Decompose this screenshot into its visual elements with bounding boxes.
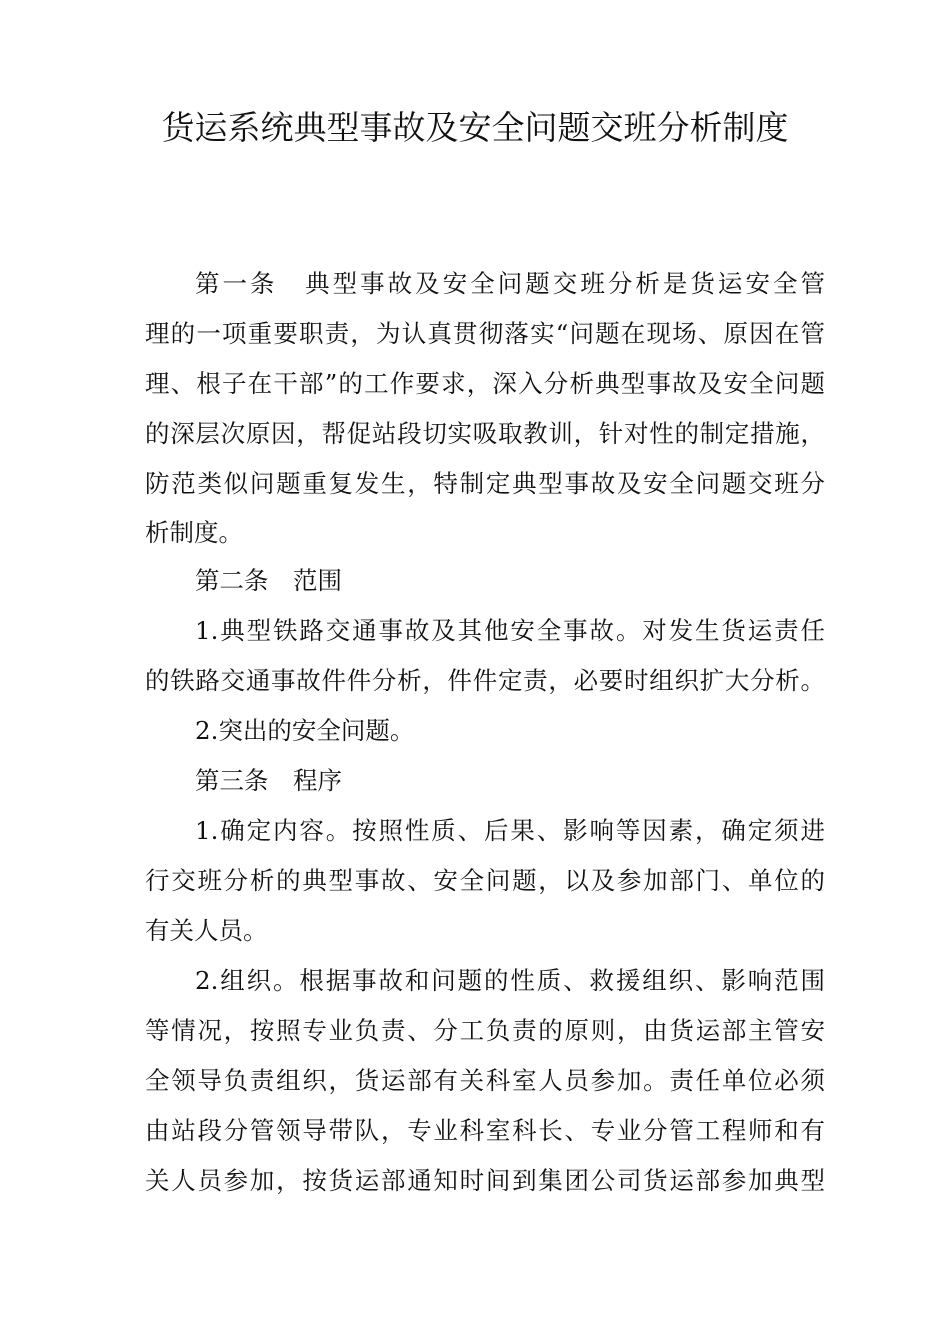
body-line: 理、根子在干部”的工作要求，深入分析典型事故及安全问题 xyxy=(145,369,825,398)
section-heading: 第三条 程序 xyxy=(195,766,342,795)
body-line: 等情况，按照专业负责、分工负责的原则，由货运部主管安 xyxy=(145,1016,825,1045)
body-line: 防范类似问题重复发生，特制定典型事故及安全问题交班分 xyxy=(145,469,825,498)
body-line: 行交班分析的典型事故、安全问题，以及参加部门、单位的 xyxy=(145,866,825,895)
body-line: 析制度。 xyxy=(145,518,243,547)
body-line: 1.典型铁路交通事故及其他安全事故。对发生货运责任 xyxy=(195,616,825,645)
body-line: 有关人员。 xyxy=(145,916,268,945)
body-line: 全领导负责组织，货运部有关科室人员参加。责任单位必须 xyxy=(145,1066,825,1095)
body-line: 2.组织。根据事故和问题的性质、救援组织、影响范围 xyxy=(195,966,825,995)
body-line: 的铁路交通事故件件分析，件件定责，必要时组织扩大分析。 xyxy=(145,666,825,695)
body-line: 1.确定内容。按照性质、后果、影响等因素，确定须进 xyxy=(195,816,825,845)
body-line: 理的一项重要职责，为认真贯彻落实“问题在现场、原因在管 xyxy=(145,319,825,348)
section-heading: 第二条 范围 xyxy=(195,566,342,595)
body-line: 由站段分管领导带队，专业科室科长、专业分管工程师和有 xyxy=(145,1116,825,1145)
body-line: 2.突出的安全问题。 xyxy=(195,716,415,745)
body-line: 关人员参加，按货运部通知时间到集团公司货运部参加典型 xyxy=(145,1166,825,1195)
body-line: 第一条 典型事故及安全问题交班分析是货运安全管 xyxy=(195,269,825,298)
document-title: 货运系统典型事故及安全问题交班分析制度 xyxy=(161,108,789,147)
body-line: 的深层次原因，帮促站段切实吸取教训，针对性的制定措施， xyxy=(145,419,825,448)
